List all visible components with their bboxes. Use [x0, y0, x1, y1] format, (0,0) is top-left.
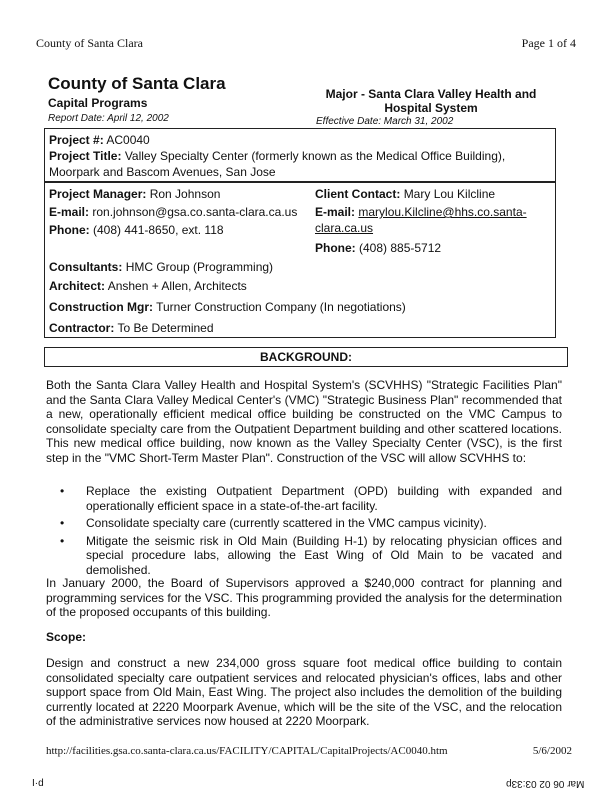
client-email[interactable]: marylou.Kilcline@hhs.co.santa-clara.ca.us — [315, 205, 527, 235]
architect: Anshen + Allen, Architects — [107, 279, 247, 293]
client-email-label: E-mail: — [315, 205, 356, 219]
construction-mgr: Turner Construction Company (In negotiations) — [156, 300, 406, 314]
project-title-label: Project Title: — [49, 149, 122, 163]
consultants-label: Consultants: — [49, 260, 123, 274]
construction-label: Construction Mgr: — [49, 300, 153, 314]
manager-row — [49, 186, 220, 202]
manager-name: Ron Johnson — [149, 187, 221, 201]
manager-phone-row — [49, 222, 224, 238]
contractor-label: Contractor: — [49, 321, 115, 335]
manager-email-label: E-mail: — [49, 205, 90, 219]
list-item: • Mitigate the seismic risk in Old Main (Building H-1) by relocating physician offices and special procedure labs, allowing the East Wing of Old Main to be vacated and demolished. — [60, 533, 562, 577]
client-phone-label: Phone: — [315, 241, 356, 255]
fax-page-mark: I·d — [32, 778, 44, 789]
client-phone: (408) 885-5712 — [359, 241, 442, 255]
manager-email[interactable]: ron.johnson@gsa.co.santa-clara.ca.us — [92, 205, 298, 219]
page-header-left: County of Santa Clara — [36, 36, 143, 50]
project-title-row — [49, 148, 551, 180]
architect-label: Architect: — [49, 279, 106, 293]
org-title: County of Santa Clara — [48, 74, 226, 93]
client-name: Mary Lou Kilcline — [403, 187, 496, 201]
bullet-icon: • — [60, 516, 65, 530]
project-title: Valley Specialty Center (formerly known as the Medical Office Building), Moorpark and Bascom Avenues, San Jose — [49, 149, 506, 179]
contractor-row — [49, 320, 214, 336]
manager-email-row — [49, 204, 297, 220]
background-paragraph-2: In January 2000, the Board of Supervisors approved a $240,000 contract for planning and programming services for the VSC. This programming provided the analysis for the determination of the proposed occupants of this building. — [46, 576, 563, 619]
project-number-label: Project #: — [49, 133, 104, 147]
client-row — [315, 186, 495, 202]
client-email-row — [315, 204, 547, 236]
report-date: Report Date: April 12, 2002 — [48, 113, 169, 124]
architect-row — [49, 278, 247, 294]
project-number: AC0040 — [106, 133, 150, 147]
list-item: • Replace the existing Outpatient Department (OPD) building with expanded and operationally efficient space in a state-of-the-art facility. — [60, 484, 562, 513]
manager-phone-label: Phone: — [49, 223, 90, 237]
construction-row — [49, 299, 406, 315]
manager-label: Project Manager: — [49, 187, 147, 201]
consultants-row — [49, 259, 273, 275]
project-box — [44, 128, 556, 182]
background-paragraph-1: Both the Santa Clara Valley Health and Hospital System's (SCVHHS) "Strategic Facilities Plan" and the Santa Clara Valley Medical Center's (VMC) "Strategic Business Plan" recommended that a new, operationally efficient medical office building be constructed on the VMC Campus to consolidate specialty care from the Outpatient Department building and other scattered locations. This new medical office building, now known as the Valley Specialty Center (VSC), is the first step in the "VMC Short-Term Master Plan". Construction of the VSC will allow SCVHHS to: — [46, 378, 562, 465]
footer-url[interactable]: http://facilities.gsa.co.santa-clara.ca.us/FACILITY/CAPITAL/CapitalProjects/AC0040.htm — [46, 745, 448, 757]
scope-heading: Scope: — [46, 630, 87, 644]
effective-date: Effective Date: March 31, 2002 — [316, 116, 454, 127]
background-heading: BACKGROUND: — [44, 347, 568, 367]
client-label: Client Contact: — [315, 187, 401, 201]
project-number-row — [49, 132, 551, 148]
bullet-icon: • — [60, 484, 65, 498]
contacts-box — [44, 182, 556, 338]
background-bullet-list — [60, 484, 562, 580]
department-title: Capital Programs — [48, 96, 148, 110]
consultants: HMC Group (Programming) — [125, 260, 274, 274]
list-item: • Consolidate specialty care (currently scattered in the VMC campus vicinity). — [60, 516, 487, 530]
fax-timestamp: Mar 06 02 03:33p — [505, 778, 584, 789]
bullet-icon: • — [60, 533, 65, 548]
manager-phone: (408) 441-8650, ext. 118 — [93, 223, 224, 237]
footer-date: 5/6/2002 — [532, 745, 572, 757]
scope-text: Design and construct a new 234,000 gross square foot medical office building to contain consolidated specialty care outpatient services and relocated physician's offices, labs and other support space from Old Main, East Wing. The project also includes the demolition of the building currently located at 2220 Moorpark Avenue, which will be the site of the VSC, and the relocation of the administrative services now housed at 2220 Moorpark. — [46, 656, 562, 728]
client-phone-row — [315, 240, 441, 256]
contractor: To Be Determined — [117, 321, 214, 335]
page-number: Page 1 of 4 — [521, 36, 576, 50]
category-title: Major - Santa Clara Valley Health and Hospital System — [325, 87, 537, 115]
